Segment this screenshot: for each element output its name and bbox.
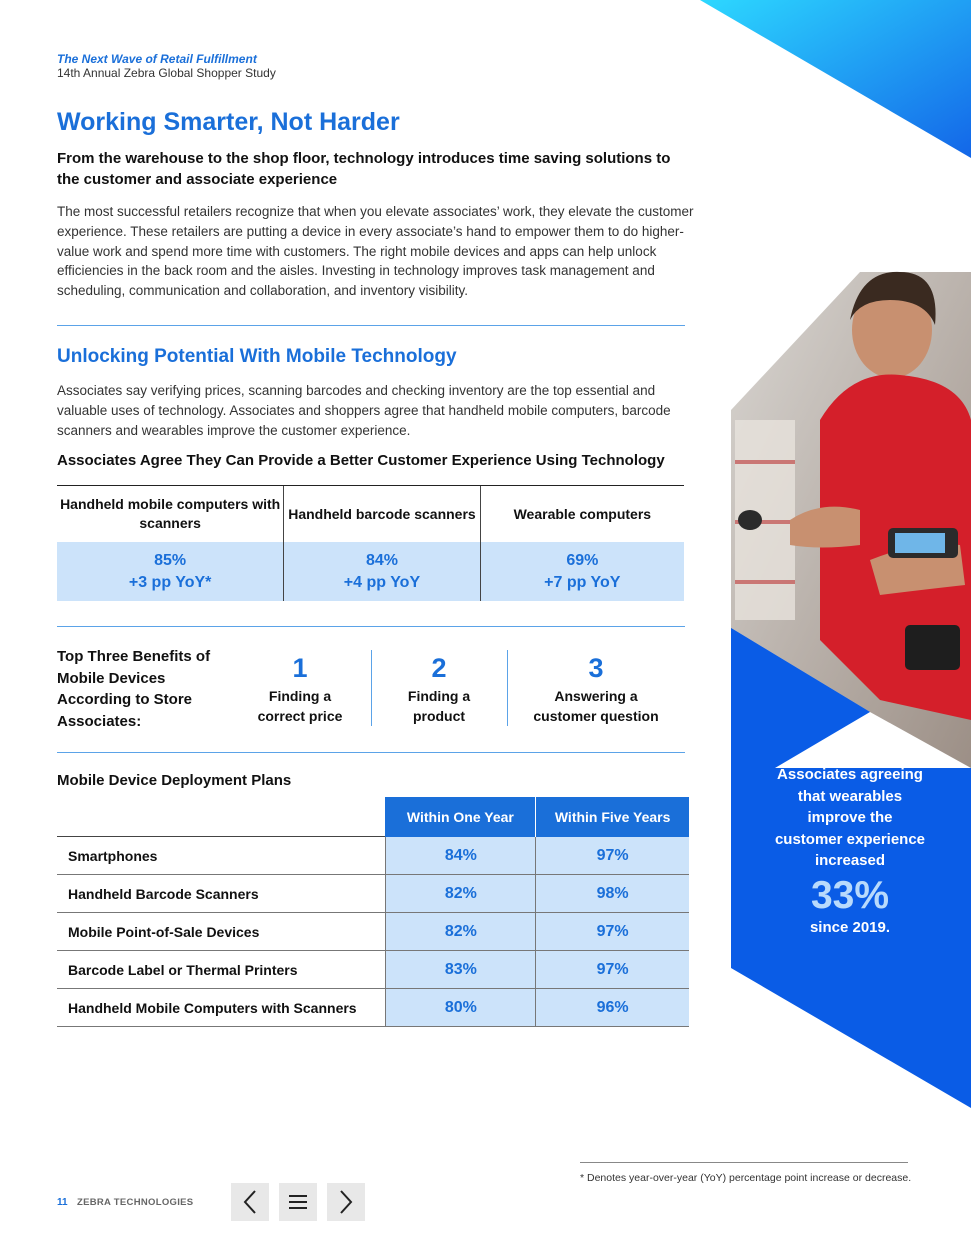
benefit-number: 2 (431, 653, 447, 683)
agree-change: +3 pp YoY* (128, 573, 212, 591)
value-five-years: 97% (536, 913, 689, 950)
footnote: * Denotes year-over-year (YoY) percentage point increase or decrease. (580, 1172, 912, 1184)
table-row (57, 989, 689, 1027)
table-row (57, 951, 689, 989)
intro-paragraph: The most successful retailers recognize that when you elevate associates’ work, they elevate the customer experience. These retailers are putting a device in every associate’s hand to empower them to do higher-value work and spend more time with customers. The right mobile devices and apps can help unlock efficiencies in the back room and the aisles. Investing in technology improves task management and scheduling, communication and collaboration, and inventory visibility. (57, 204, 694, 299)
side-artwork (671, 0, 971, 1257)
brand-name: ZEBRA TECHNOLOGIES (77, 1197, 194, 1208)
next-page-button[interactable] (327, 1183, 365, 1221)
value-one-year: 84% (385, 837, 536, 874)
callout-number: 33% (810, 873, 890, 917)
agree-header-handheld-mobile: Handheld mobile computers with scanners (60, 496, 281, 531)
deployment-header-blank (57, 797, 385, 837)
report-subtitle: 14th Annual Zebra Global Shopper Study (57, 66, 276, 80)
table-row (57, 913, 689, 951)
value-one-year: 82% (385, 875, 536, 912)
callout-text: Associates agreeing that wearables improve the customer experience increased (774, 766, 926, 869)
benefit-text: Finding a product (407, 688, 471, 724)
benefit-text: Finding a correct price (257, 688, 343, 724)
benefit-divider (507, 650, 508, 726)
agree-percent: 85% (154, 551, 187, 569)
footnote-divider (580, 1162, 908, 1163)
value-one-year: 83% (385, 951, 536, 988)
section-heading: Working Smarter, Not Harder (57, 108, 400, 136)
agree-value-cell (57, 542, 283, 601)
deployment-table (57, 797, 689, 1027)
deployment-header-one-year: Within One Year (385, 797, 535, 837)
benefit-number: 3 (588, 653, 604, 683)
agree-table-title: Associates Agree They Can Provide a Better Customer Experience Using Technology (57, 452, 665, 469)
agree-value-cell (480, 542, 684, 601)
agree-header-barcode-scanners: Handheld barcode scanners (283, 486, 479, 542)
benefit-item (518, 652, 674, 726)
table-row (57, 875, 689, 913)
value-five-years: 97% (536, 837, 689, 874)
benefit-item (380, 652, 498, 726)
agree-value-cell (283, 542, 479, 601)
value-five-years: 98% (536, 875, 689, 912)
page-number: 11 (57, 1197, 68, 1208)
table-row (57, 837, 689, 875)
agree-header-wearables: Wearable computers (480, 486, 684, 542)
benefit-number: 1 (292, 653, 308, 683)
prev-arrow-icon (241, 1189, 259, 1215)
agree-percent: 69% (566, 551, 599, 569)
subsection-heading: Unlocking Potential With Mobile Technology (57, 346, 457, 367)
value-one-year: 80% (385, 989, 536, 1026)
row-label: Barcode Label or Thermal Printers (68, 961, 298, 978)
row-label: Handheld Mobile Computers with Scanners (68, 999, 357, 1016)
row-label: Handheld Barcode Scanners (68, 885, 259, 902)
deployment-header-five-years: Within Five Years (536, 797, 689, 837)
benefit-divider (371, 650, 372, 726)
value-five-years: 96% (536, 989, 689, 1026)
benefits-label: Top Three Benefits of Mobile Devices According to Store Associates: (57, 648, 211, 730)
divider (57, 626, 685, 627)
menu-icon (288, 1193, 308, 1211)
wearables-callout (772, 764, 928, 938)
agree-change: +7 pp YoY (544, 573, 621, 591)
agree-table (57, 485, 684, 601)
corner-gradient-shape (700, 0, 971, 158)
divider (57, 325, 685, 326)
subsection-paragraph: Associates say verifying prices, scanning barcodes and checking inventory are the top essential and valuable uses of technology. Associates and shoppers agree that handheld mobile computers, barcode scanners and wearables improve the customer experience. (57, 383, 671, 438)
value-one-year: 82% (385, 913, 536, 950)
benefit-text: Answering a customer question (533, 688, 659, 724)
deployment-title: Mobile Device Deployment Plans (57, 772, 292, 789)
previous-page-button[interactable] (231, 1183, 269, 1221)
row-label: Smartphones (68, 847, 158, 864)
callout-suffix: since 2019. (809, 918, 891, 936)
report-title: The Next Wave of Retail Fulfillment (57, 52, 257, 66)
value-five-years: 97% (536, 951, 689, 988)
agree-percent: 84% (365, 551, 398, 569)
lead-paragraph: From the warehouse to the shop floor, technology introduces time saving solutions to the customer and associate experience (57, 150, 671, 188)
agree-change: +4 pp YoY (343, 573, 421, 591)
divider (57, 752, 685, 753)
next-arrow-icon (337, 1189, 355, 1215)
row-label: Mobile Point-of-Sale Devices (68, 923, 260, 940)
benefit-item (240, 652, 360, 726)
menu-button[interactable] (279, 1183, 317, 1221)
